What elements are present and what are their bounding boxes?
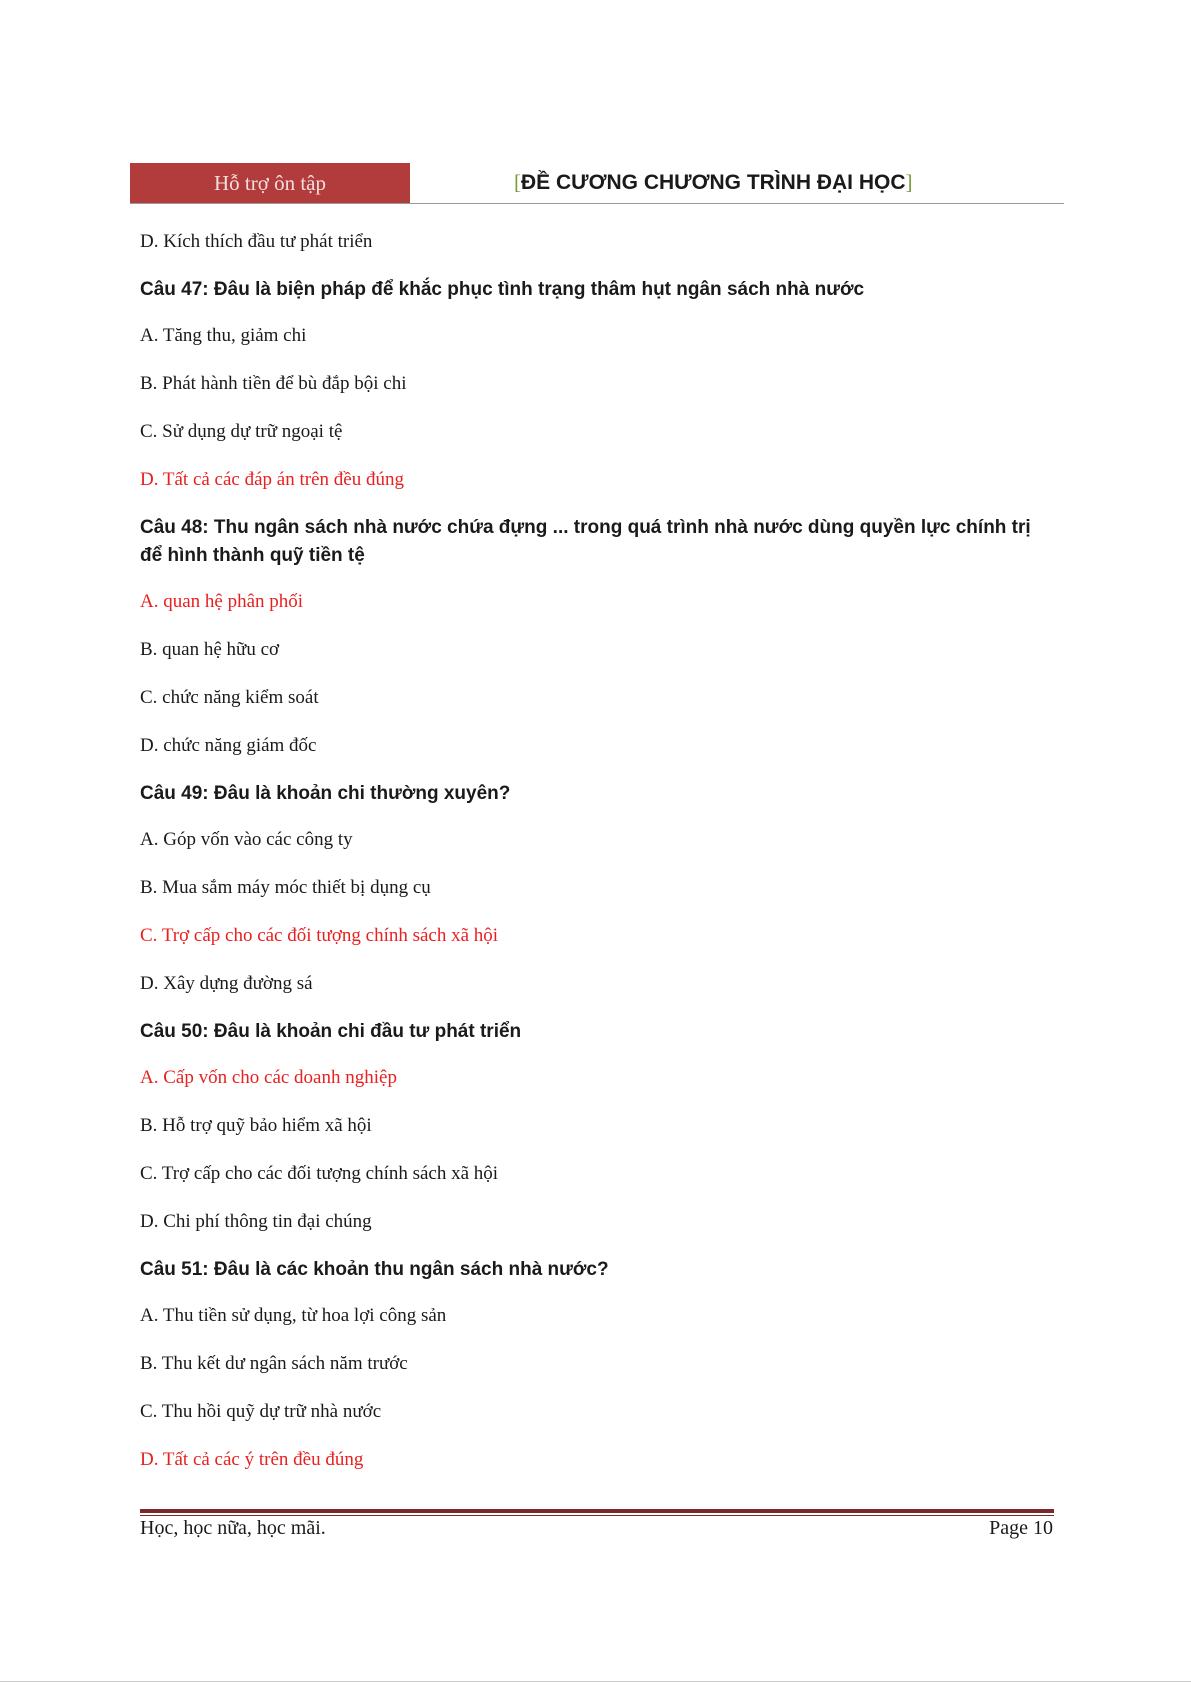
answer-option: B. quan hệ hữu cơ <box>140 639 280 660</box>
page-number: Page 10 <box>989 1517 1053 1539</box>
answer-option: D. Chi phí thông tin đại chúng <box>140 1211 372 1232</box>
correct-answer: A. Cấp vốn cho các doanh nghiệp <box>140 1067 397 1088</box>
question-51: Câu 51: Đâu là các khoản thu ngân sách nhà nước? <box>140 1259 609 1280</box>
question-49: Câu 49: Đâu là khoản chi thường xuyên? <box>140 783 511 804</box>
correct-answer: C. Trợ cấp cho các đối tượng chính sách xã hội <box>140 925 499 946</box>
answer-option: D. Xây dựng đường sá <box>140 973 313 994</box>
footer-motto: Học, học nữa, học mãi. <box>140 1517 326 1539</box>
answer-option: C. Trợ cấp cho các đối tượng chính sách xã hội <box>140 1163 499 1184</box>
answer-option: A. Tăng thu, giảm chi <box>140 325 307 346</box>
question-list <box>140 228 1040 1494</box>
title-text: ĐỀ CƯƠNG CHƯƠNG TRÌNH ĐẠI HỌC <box>521 171 906 194</box>
page-edge <box>0 1681 1191 1682</box>
answer-option: B. Mua sắm máy móc thiết bị dụng cụ <box>140 877 431 898</box>
answer-option: B. Thu kết dư ngân sách năm trước <box>140 1353 408 1374</box>
answer-option: D. Kích thích đầu tư phát triển <box>140 231 373 252</box>
header-section-label: Hỗ trợ ôn tập <box>130 163 410 203</box>
bracket-close: ] <box>905 170 913 194</box>
question-47: Câu 47: Đâu là biện pháp để khắc phục tình trạng thâm hụt ngân sách nhà nước <box>140 279 865 300</box>
footer-rule-thick <box>140 1509 1054 1513</box>
answer-option: C. Sử dụng dự trữ ngoại tệ <box>140 421 343 442</box>
correct-answer: D. Tất cả các ý trên đều đúng <box>140 1449 364 1470</box>
question-50: Câu 50: Đâu là khoản chi đầu tư phát triển <box>140 1021 522 1042</box>
answer-option: A. Thu tiền sử dụng, từ hoa lợi công sản <box>140 1305 447 1326</box>
answer-option: A. Góp vốn vào các công ty <box>140 829 353 850</box>
answer-option: C. chức năng kiểm soát <box>140 687 319 708</box>
answer-option: B. Hỗ trợ quỹ bảo hiểm xã hội <box>140 1115 372 1136</box>
answer-option: C. Thu hồi quỹ dự trữ nhà nước <box>140 1401 382 1422</box>
header-divider <box>130 203 1064 204</box>
question-48: Câu 48: Thu ngân sách nhà nước chứa đựng ... trong quá trình nhà nước dùng quyền lực chính trị để hình thành quỹ tiền tệ <box>140 517 1031 566</box>
answer-option: B. Phát hành tiền để bù đắp bội chi <box>140 373 407 394</box>
correct-answer: A. quan hệ phân phối <box>140 591 304 612</box>
correct-answer: D. Tất cả các đáp án trên đều đúng <box>140 469 404 490</box>
bracket-open: [ <box>514 170 521 194</box>
answer-option: D. chức năng giám đốc <box>140 735 317 756</box>
document-title <box>514 165 913 200</box>
